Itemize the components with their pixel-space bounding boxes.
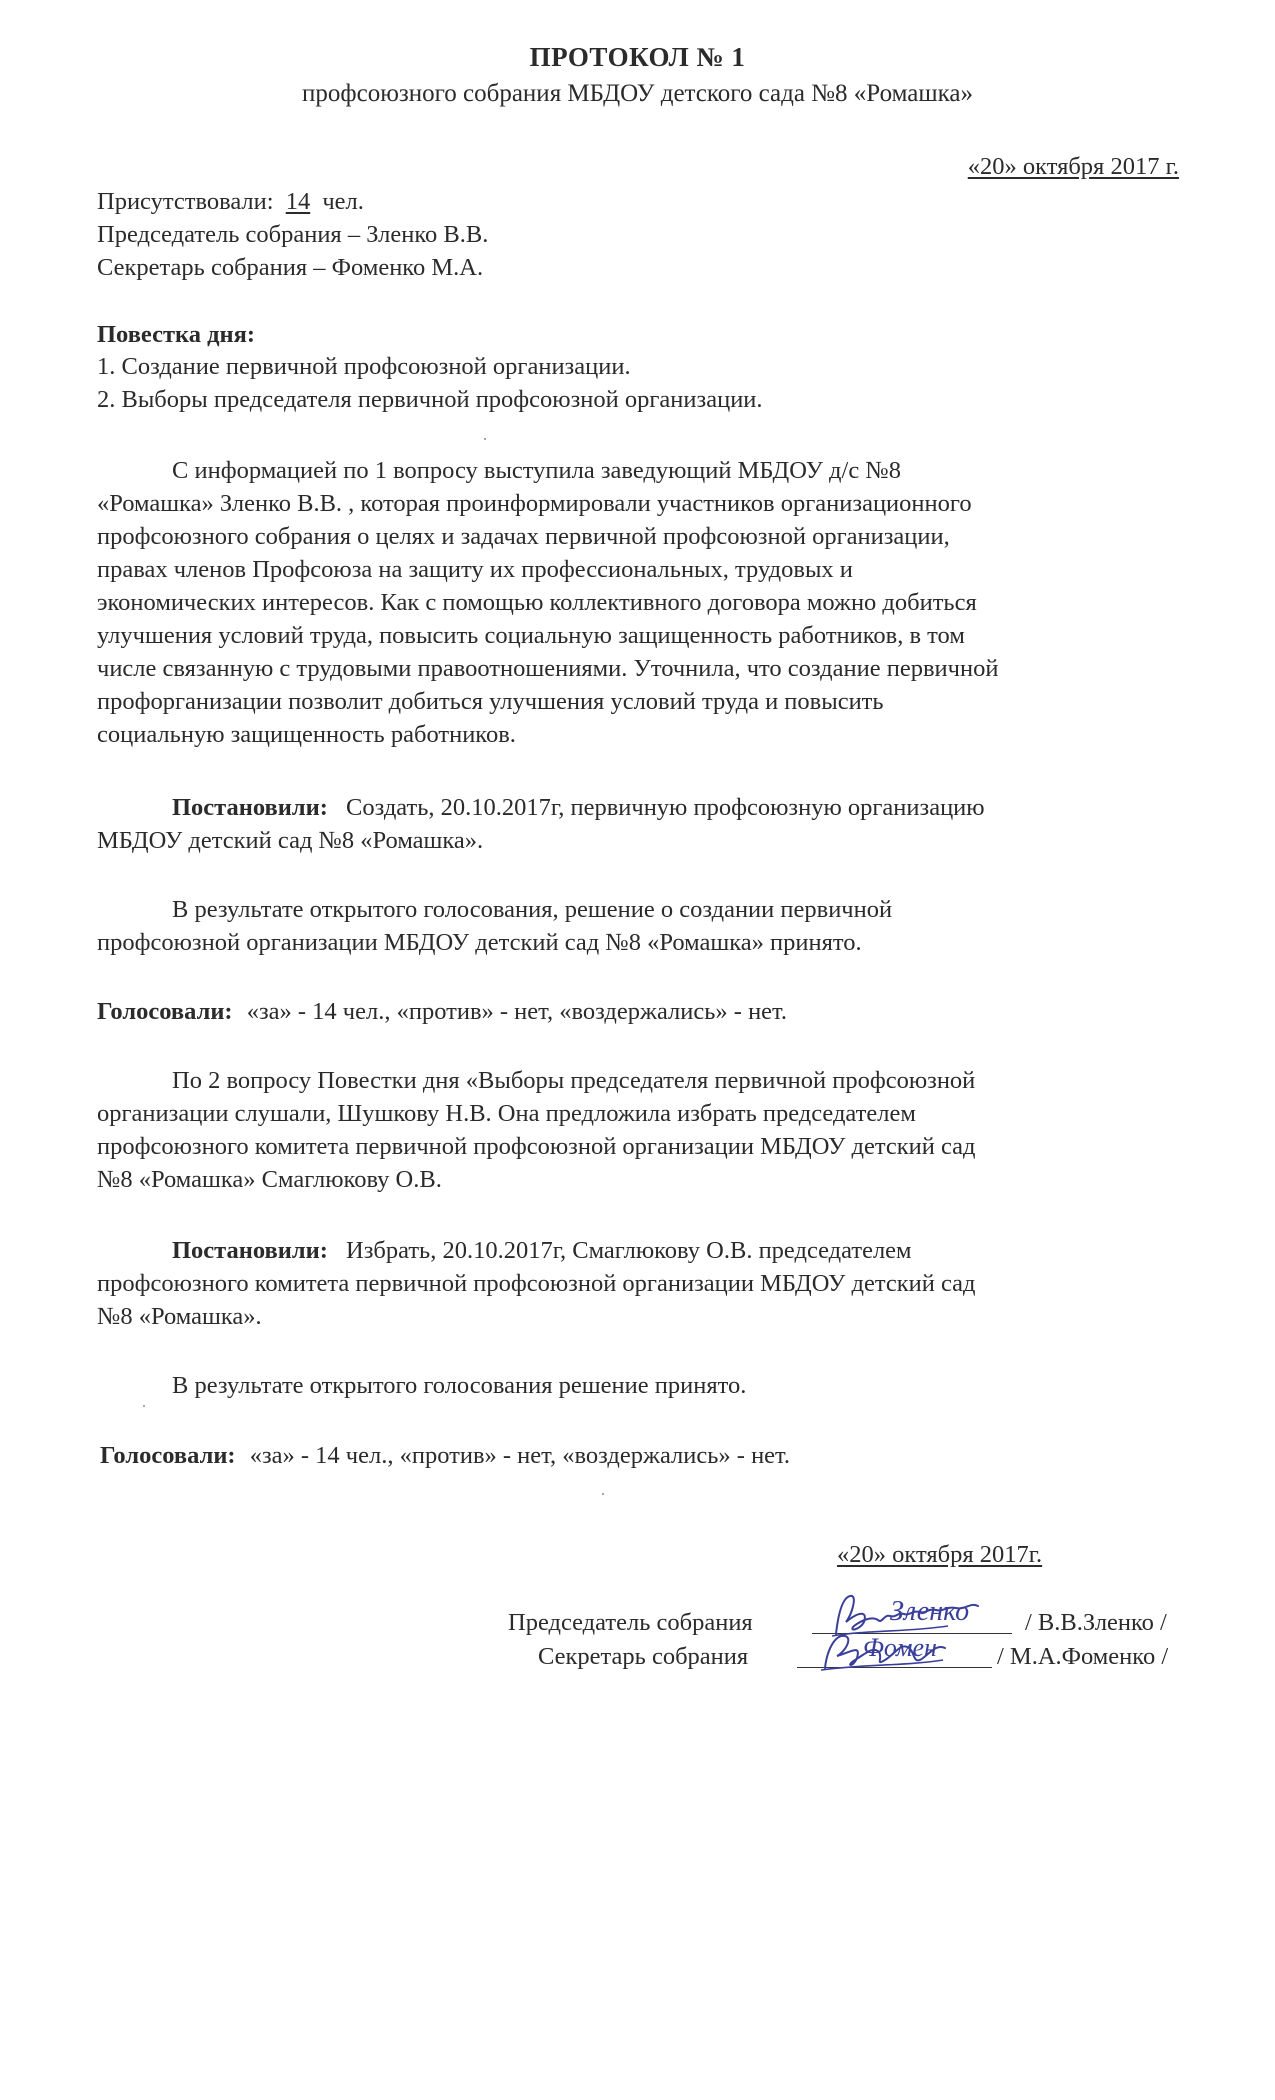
scan-speck: [484, 438, 486, 440]
vote1-text: «за» - 14 чел., «против» - нет, «воздержались» - нет.: [246, 998, 788, 1025]
info-line: «Ромашка» Зленко В.В. , которая проинформировали участников организационного: [97, 490, 972, 517]
agenda-item: 2. Выборы председателя первичной профсоюзной организации.: [97, 386, 763, 413]
vote-result1-line: профсоюзной организации МБДОУ детский сад №8 «Ромашка» принято.: [97, 929, 862, 956]
question2-line: профсоюзного комитета первичной профсоюзной организации МБДОУ детский сад: [97, 1133, 976, 1160]
resolution2-line3: №8 «Ромашка».: [97, 1303, 262, 1330]
agenda-item: 1. Создание первичной профсоюзной организации.: [97, 353, 631, 380]
resolution1-text: Создать, 20.10.2017г, первичную профсоюзную организацию: [346, 794, 985, 821]
secretary-signature: [815, 1622, 965, 1680]
chairman-line: Председатель собрания – Зленко В.В.: [97, 221, 489, 248]
secretary-role: Секретарь собрания: [538, 1643, 749, 1670]
protocol-date: «20» октября 2017 г.: [967, 153, 1179, 180]
info-line: числе связанную с трудовыми правоотношениями. Уточнила, что создание первичной: [97, 655, 999, 682]
info-line: экономических интересов. Как с помощью коллективного договора можно добиться: [97, 589, 977, 616]
info-line: социальную защищенность работников.: [97, 721, 516, 748]
present-label: Присутствовали:: [97, 188, 274, 215]
question2-line: №8 «Ромашка» Смаглюкову О.В.: [97, 1166, 442, 1193]
vote2-line: [100, 1439, 790, 1472]
resolution1-line1: [172, 791, 985, 824]
agenda-heading: Повестка дня:: [97, 321, 256, 348]
footer-date: «20» октября 2017г.: [837, 1541, 1043, 1568]
present-count: 14: [285, 188, 311, 215]
chairman-role: Председатель собрания: [508, 1609, 753, 1636]
scan-speck: [602, 1493, 604, 1495]
vote1-line: [97, 995, 787, 1028]
secretary-line: Секретарь собрания – Фоменко М.А.: [97, 254, 484, 281]
resolution2-line2: профсоюзного комитета первичной профсоюзной организации МБДОУ детский сад: [97, 1270, 976, 1297]
present-unit: чел.: [322, 188, 364, 215]
vote2-label: Голосовали:: [100, 1442, 236, 1469]
info-line: С информацией по 1 вопросу выступила заведующий МБДОУ д/с №8: [172, 457, 901, 484]
vote-result1-line: В результате открытого голосования, решение о создании первичной: [172, 896, 893, 923]
vote-result2-line: В результате открытого голосования решение принято.: [172, 1372, 747, 1399]
resolution1-line2: МБДОУ детский сад №8 «Ромашка».: [97, 827, 484, 854]
info-line: улучшения условий труда, повысить социальную защищенность работников, в том: [97, 622, 965, 649]
info-line: профсоюзного собрания о целях и задачах первичной профсоюзной организации,: [97, 523, 950, 550]
question2-line: По 2 вопросу Повестки дня «Выборы председателя первичной профсоюзной: [172, 1067, 976, 1094]
protocol-subtitle: профсоюзного собрания МБДОУ детского сада №8 «Ромашка»: [302, 80, 973, 107]
attendance-line: [97, 185, 364, 218]
question2-line: организации слушали, Шушкову Н.В. Она предложила избрать председателем: [97, 1100, 916, 1127]
scan-speck: [143, 1405, 145, 1407]
resolution2-line1: [172, 1234, 912, 1267]
protocol-title: ПРОТОКОЛ № 1: [529, 42, 746, 72]
chairman-name: / В.В.Зленко /: [1025, 1609, 1167, 1636]
info-line: правах членов Профсоюза на защиту их профессиональных, трудовых и: [97, 556, 853, 583]
vote1-label: Голосовали:: [97, 998, 233, 1025]
svg-text:Фомен: Фомен: [863, 1633, 937, 1662]
resolution2-label: Постановили:: [172, 1237, 328, 1264]
vote2-text: «за» - 14 чел., «против» - нет, «воздержались» - нет.: [249, 1442, 791, 1469]
svg-text:Зленко: Зленко: [890, 1596, 970, 1627]
resolution1-label: Постановили:: [172, 794, 328, 821]
resolution2-text: Избрать, 20.10.2017г, Смаглюкову О.В. председателем: [346, 1237, 912, 1264]
secretary-name: / М.А.Фоменко /: [997, 1643, 1169, 1670]
info-line: профорганизации позволит добиться улучшения условий труда и повысить: [97, 688, 884, 715]
